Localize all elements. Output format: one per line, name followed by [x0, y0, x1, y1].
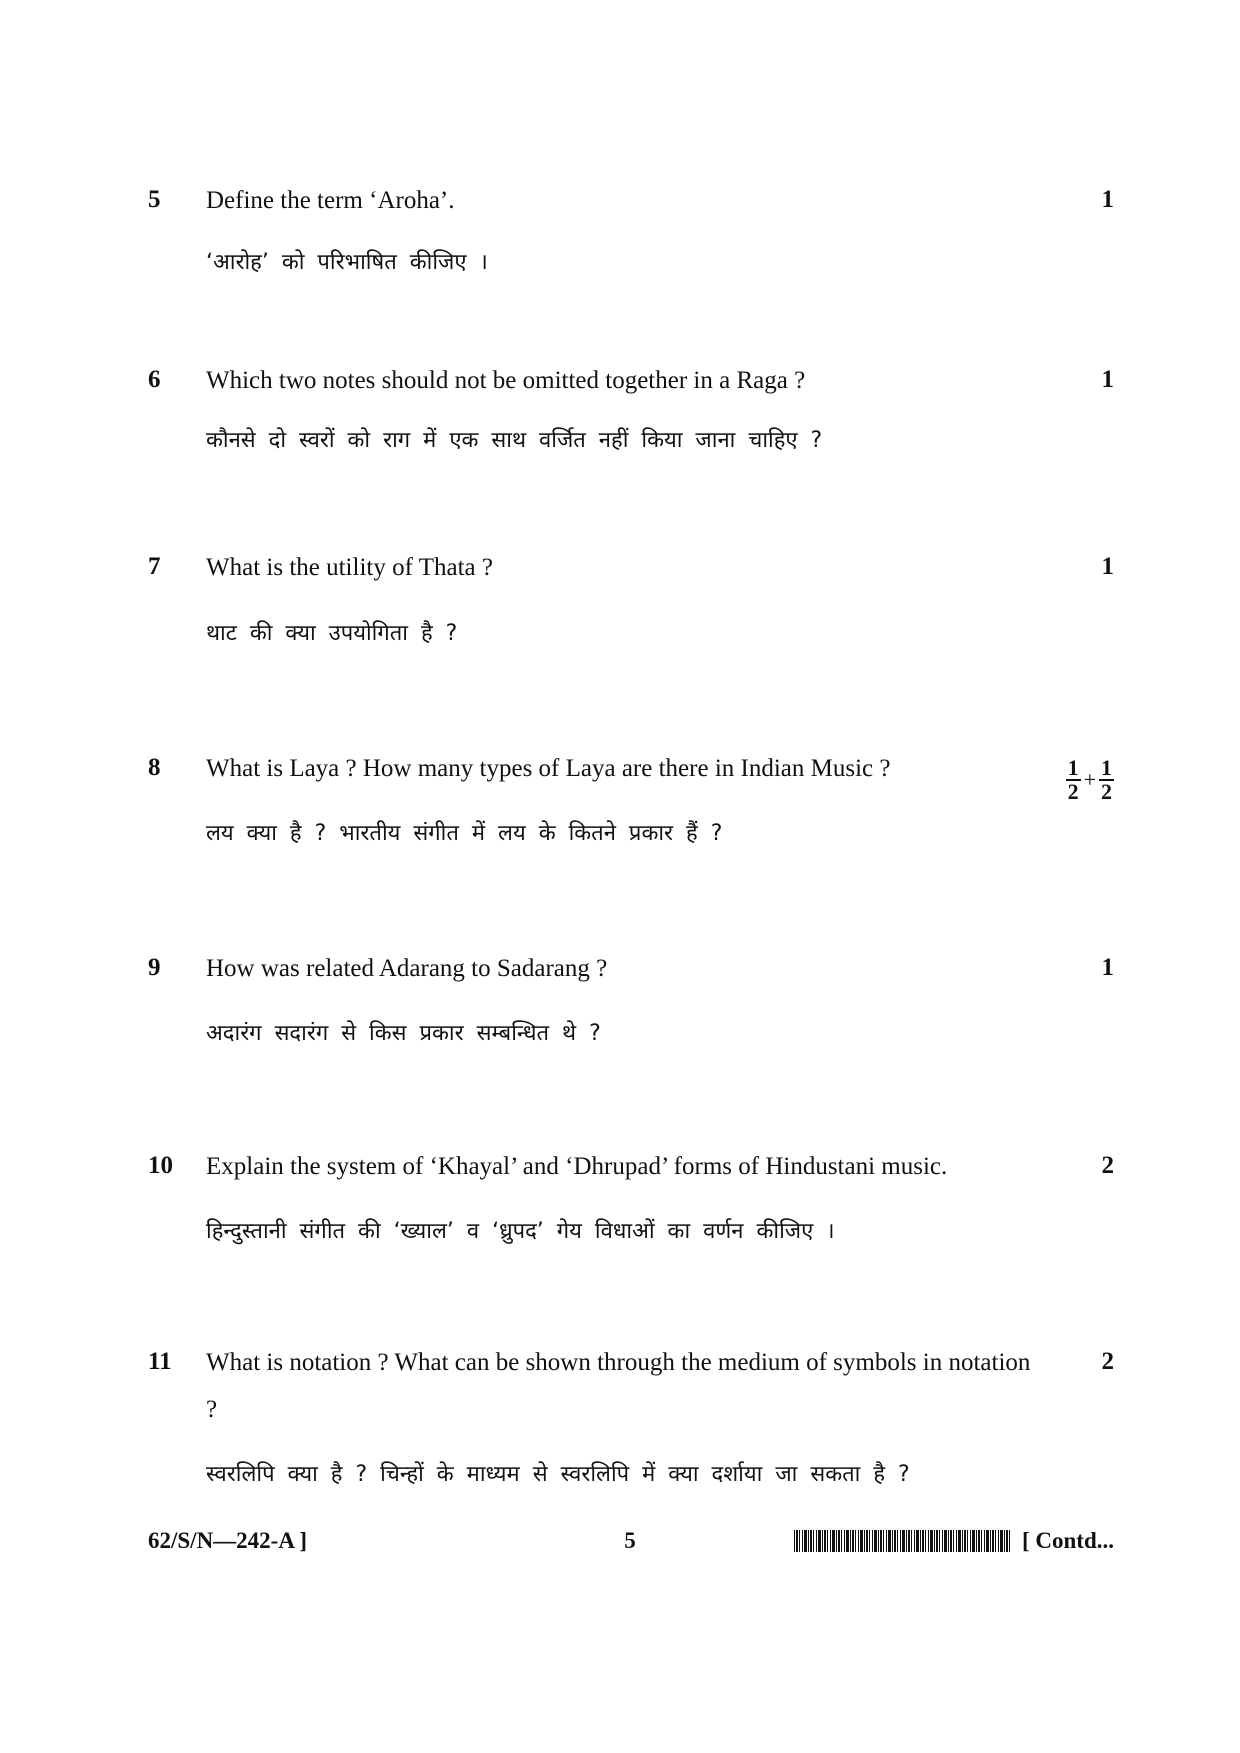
question-number: 10 [148, 1152, 173, 1179]
question-marks: 1 [1101, 954, 1114, 981]
question-number: 11 [148, 1348, 172, 1375]
question-text-english: Which two notes should not be omitted together in a Raga ? [206, 367, 806, 394]
question-text-english: Define the term ‘Aroha’. [206, 187, 455, 214]
paper-code: 62/S/N—242-A ] [148, 1528, 308, 1553]
question-marks: 1 [1101, 553, 1114, 580]
page-number: 5 [624, 1528, 636, 1553]
question-text-hindi: थाट की क्या उपयोगिता है ? [206, 621, 458, 646]
question-text-hindi: ‘आरोह’ को परिभाषित कीजिए । [206, 250, 488, 275]
question-number: 5 [148, 186, 161, 213]
fraction-half: $\frac{1}{2}$ [1101, 755, 1112, 804]
page-footer [0, 1525, 1240, 1557]
question-text-english: What is the utility of Thata ? [206, 554, 493, 581]
question-text-hindi: अदारंग सदारंग से किस प्रकार सम्बन्धित थे ? [206, 1021, 601, 1046]
question-text-hindi: लय क्या है ? भारतीय संगीत में लय के कितने प्रकार हैं ? [206, 821, 723, 846]
question-text-hindi: स्वरलिपि क्या है ? चिन्हों के माध्यम से स्वरलिपि में क्या दर्शाया जा सकता है ? [206, 1462, 910, 1487]
question-number: 8 [148, 754, 161, 781]
question-text-english: What is notation ? What can be shown through the medium of symbols in notation ? [206, 1349, 1031, 1423]
question-number: 6 [148, 366, 161, 393]
fraction-half: $\frac{1}{2}$ [1067, 755, 1079, 804]
question-marks: 1 [1101, 366, 1114, 393]
footer-right [794, 1525, 1114, 1557]
question-text-english: What is Laya ? How many types of Laya are there in Indian Music ? [206, 755, 891, 782]
question-marks: 2 [1101, 1348, 1114, 1375]
question-number: 7 [148, 553, 161, 580]
question-text-hindi: कौनसे दो स्वरों को राग में एक साथ वर्जित नहीं किया जाना चाहिए ? [206, 428, 823, 453]
question-marks [1066, 752, 1114, 803]
question-text-english: Explain the system of ‘Khayal’ and ‘Dhrupad’ forms of Hindustani music. [206, 1153, 948, 1180]
question-marks: 1 [1101, 186, 1114, 213]
question-text-hindi: हिन्दुस्तानी संगीत की ‘ख्याल’ व ‘ध्रुपद’ गेय विधाओं का वर्णन कीजिए । [206, 1219, 835, 1244]
continued-label: [ Contd... [1021, 1528, 1114, 1553]
plus-sign: + [1083, 767, 1096, 792]
question-text-english: How was related Adarang to Sadarang ? [206, 955, 608, 982]
question-marks: 2 [1101, 1152, 1114, 1179]
barcode-icon [794, 1530, 1012, 1552]
question-number: 9 [148, 954, 161, 981]
